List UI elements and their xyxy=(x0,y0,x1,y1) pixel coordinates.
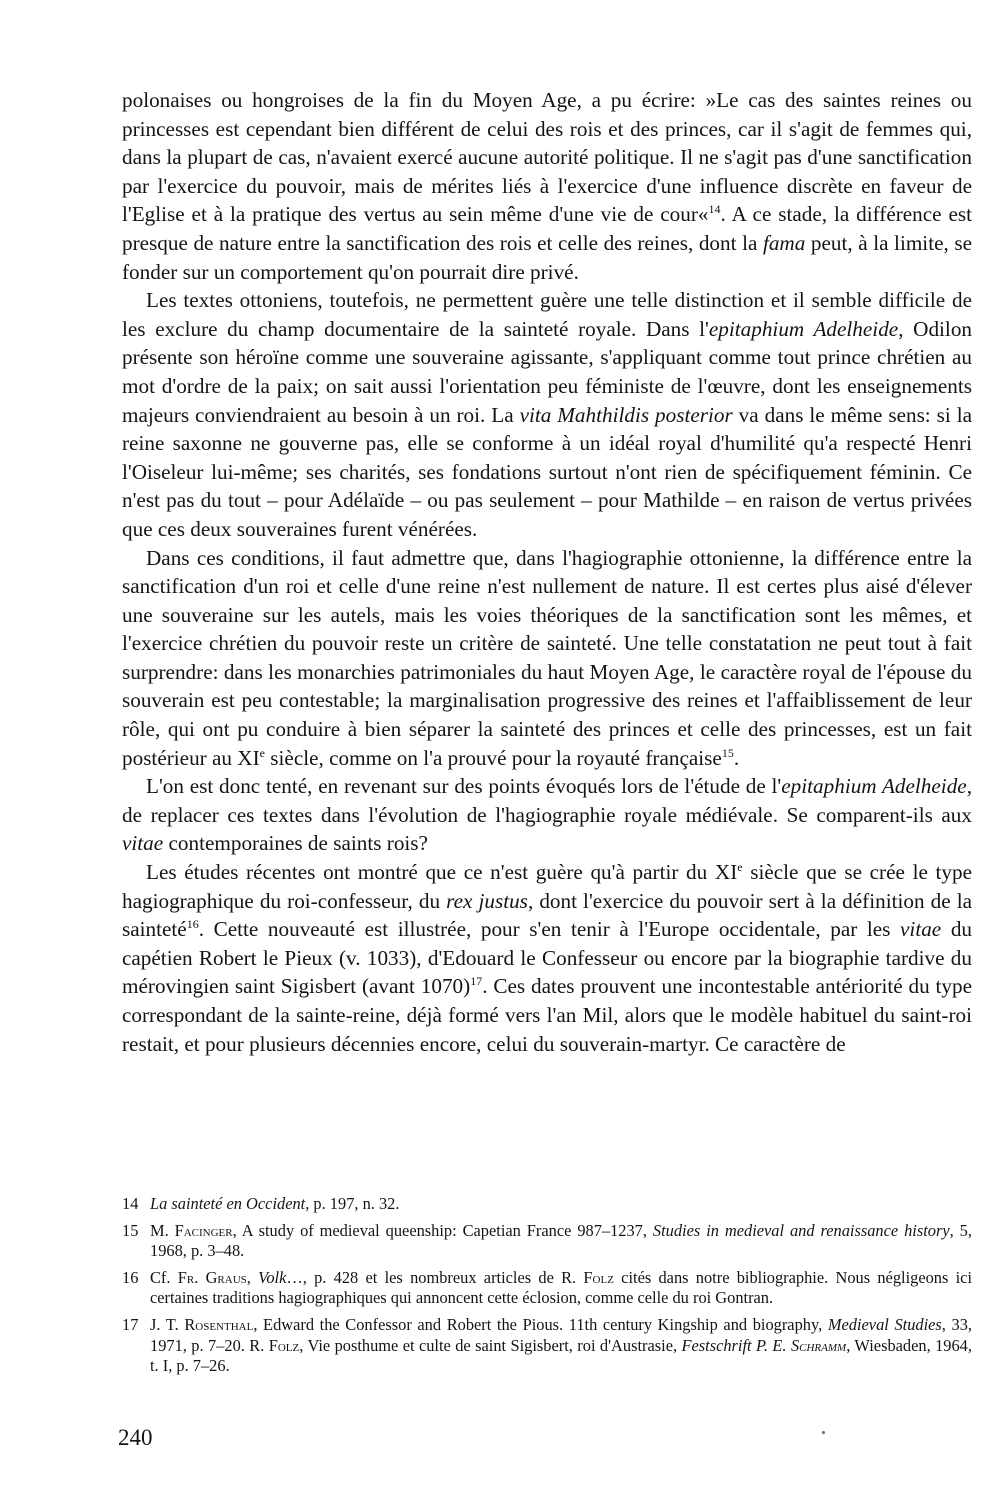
italic-title: La sainteté en Occident xyxy=(150,1194,306,1213)
italic-term: fama xyxy=(762,230,806,255)
paragraph-2 xyxy=(122,286,972,543)
footnote-ref-17[interactable]: 17 xyxy=(470,974,483,989)
text-run: siècle que se crée le type hagiographique du roi-confesseur, du xyxy=(122,860,972,913)
footnote-16 xyxy=(122,1268,972,1309)
text-run: , xyxy=(246,1267,259,1287)
main-text xyxy=(122,86,972,1058)
text-run: du capétien Robert le Pieux (v. 1033), d'Edouard le Confesseur ou encore par la biographie tardive du mérovingien saint Sigisbert (avant 1070) xyxy=(122,917,973,999)
paragraph-1 xyxy=(122,86,972,286)
author-name: Rosenthal xyxy=(184,1314,254,1334)
text-run: Dans ces conditions, il faut admettre que, dans l'hagiographie ottonienne, la différence entre la sanctification d'un roi et celle d'une reine n'est nullement de nature. Il est certes plus aisé d'élever une souveraine sur les autels, mais les voies théoriques de la sanctification sont les mêmes, et l'exercice chrétien du pouvoir reste un critère de sainteté. Une telle constatation ne peut tout à fait surprendre: dans les monarchies patrimoniales du haut Moyen Age, le caractère royal de l'épouse du souverain est peu contestable; la marginalisation progressive des reines et l'affaiblissement de leur rôle, qui ont pu conduire à bien séparer la sainteté des princes et celle des princesses, est un fait postérieur au XI xyxy=(122,545,972,770)
page-number: 240 xyxy=(118,1425,153,1450)
italic-term: vitae xyxy=(122,831,164,856)
italic-title: Festschrift P. E. xyxy=(681,1335,791,1355)
footnote-17 xyxy=(122,1315,972,1377)
text-run: …, p. 428 et les nombreux articles de R. xyxy=(286,1267,584,1287)
footnote-number: 14 xyxy=(122,1194,139,1213)
text-run: . A ce stade, la différence est presque de nature entre la sanctification des rois et celle des reines, dont la xyxy=(122,202,972,255)
italic-title: epitaphium Adelheide xyxy=(708,316,899,341)
paragraph-4 xyxy=(122,772,972,858)
italic-title: Studies in medieval and renaissance history xyxy=(652,1220,950,1240)
footnote-number: 16 xyxy=(122,1267,139,1287)
text-run: . xyxy=(733,745,740,770)
italic-title: Volk xyxy=(258,1267,287,1287)
footnote-14 xyxy=(122,1194,972,1215)
footnote-number: 15 xyxy=(122,1220,139,1240)
footnote-text xyxy=(150,1194,972,1215)
text-run: . Cette nouveauté est illustrée, pour s'en tenir à l'Europe occidentale, par les xyxy=(198,917,901,942)
author-name: Facinger xyxy=(174,1220,233,1240)
italic-title: Medieval Studies xyxy=(827,1314,942,1334)
text-run: peut, à la limite, se fonder sur un comportement qu'on pourrait dire privé. xyxy=(122,230,972,284)
footnote-ref-16[interactable]: 16 xyxy=(186,917,199,932)
text-run: , dont l'exercice du pouvoir sert à la définition de la sainteté xyxy=(122,888,973,942)
text-run: , 33, 1971, p. 7–20. R. xyxy=(150,1314,973,1355)
text-run: , Odilon présente son héroïne comme une souveraine agissante, s'appliquant comme tout prince chrétien au mot d'ordre de la paix; on sait aussi l'orientation peu féministe de l'œuvre, dont les enseignements majeurs conviendraient au besoin à un roi. La xyxy=(122,316,973,427)
footnote-ref-15[interactable]: 15 xyxy=(721,745,734,760)
italic-term: vitae xyxy=(900,917,942,942)
author-name: Schramm xyxy=(790,1335,847,1355)
footnotes xyxy=(122,1194,972,1383)
text-run: Cf. xyxy=(150,1267,178,1287)
italic-title: epitaphium Adelheide xyxy=(781,774,967,799)
footnote-number: 17 xyxy=(122,1314,139,1334)
paragraph-5 xyxy=(122,858,972,1058)
text-run: , 5, 1968, p. 3–48. xyxy=(150,1220,972,1261)
text-run: contemporaines de saints rois? xyxy=(163,831,428,856)
author-name: Folz xyxy=(268,1335,300,1355)
text-run: , Edward the Confessor and Robert the Pious. 11th century Kingship and biography, xyxy=(253,1314,828,1334)
text-run: . Ces dates prouvent une incontestable antériorité du type correspondant de la sainte-reine, déjà formé vers l'an Mil, alors que le modèle habituel du saint-roi restait, et pour plusieurs décennies encore, celui du souverain-martyr. Ce caractère de xyxy=(122,974,972,1056)
superscript: e xyxy=(259,745,265,760)
text-run: polonaises ou hongroises de la fin du Moyen Age, a pu écrire: »Le cas des saintes reines ou princesses est cependant bien différent de celui des rois et des princes, car il s'agit de femmes qui, dans la plupart de cas, n'avaient exercé aucune autorité politique. Il ne s'agit pas d'une sanctification par l'exercice du pouvoir, mais de mérites liés à l'exercice d'une influence discrète en faveur de l'Eglise et à la pratique des vertus au sein même d'une vie de cour« xyxy=(122,88,972,227)
text-run: L'on est donc tenté, en revenant sur des points évoqués lors de l'étude de l' xyxy=(146,774,782,799)
text-run: , p. 197, n. 32. xyxy=(305,1194,400,1213)
footnote-text xyxy=(150,1268,972,1309)
author-name: Fr. Graus xyxy=(177,1267,247,1287)
text-run: , A study of medieval queenship: Capetian France 987–1237, xyxy=(232,1220,653,1240)
scan-speck xyxy=(822,1431,825,1434)
text-run: , Wiesbaden, 1964, t. I, p. 7–26. xyxy=(150,1335,972,1376)
text-run: siècle, comme on l'a prouvé pour la royauté française xyxy=(265,745,722,770)
footnote-15 xyxy=(122,1221,972,1262)
italic-title: vita Mahthildis posterior xyxy=(519,402,733,427)
text-run: va dans le même sens: si la reine saxonne ne gouverne pas, elle se conforme à un idéal royal d'humilité qu'a respecté Henri l'Oiseleur lui-même; ses charités, ses fondations surtout n'ont rien de spécifiquement féminin. Ce n'est pas du tout – pour Adélaïde – ou pas seulement – pour Mathilde – en raison de vertus privées que ces deux souveraines furent vénérées. xyxy=(122,402,972,541)
text-run: , Vie posthume et culte de saint Sigisbert, roi d'Austrasie, xyxy=(299,1335,682,1355)
text-run: Les études récentes ont montré que ce n'est guère qu'à partir du XI xyxy=(146,860,738,885)
italic-term: rex justus xyxy=(446,888,528,913)
author-name: Folz xyxy=(583,1267,614,1287)
superscript: e xyxy=(737,860,743,875)
footnote-text xyxy=(150,1221,972,1262)
text-run: J. T. xyxy=(150,1314,185,1334)
text-run: Les textes ottoniens, toutefois, ne permettent guère une telle distinction et il semble difficile de les exclure du champ documentaire de la sainteté royale. Dans l' xyxy=(122,288,972,341)
paragraph-3 xyxy=(122,544,972,773)
footnote-text xyxy=(150,1315,972,1377)
text-run: M. xyxy=(150,1220,175,1240)
text-run: , de replacer ces textes dans l'évolution de l'hagiographie royale médiévale. Se comparent-ils aux xyxy=(122,774,972,827)
footnote-ref-14[interactable]: 14 xyxy=(708,202,721,217)
text-run: cités dans notre bibliographie. Nous négligeons ici certaines traditions hagiographiques qui annoncent cette éclosion, comme celle du roi Gontran. xyxy=(150,1267,973,1308)
